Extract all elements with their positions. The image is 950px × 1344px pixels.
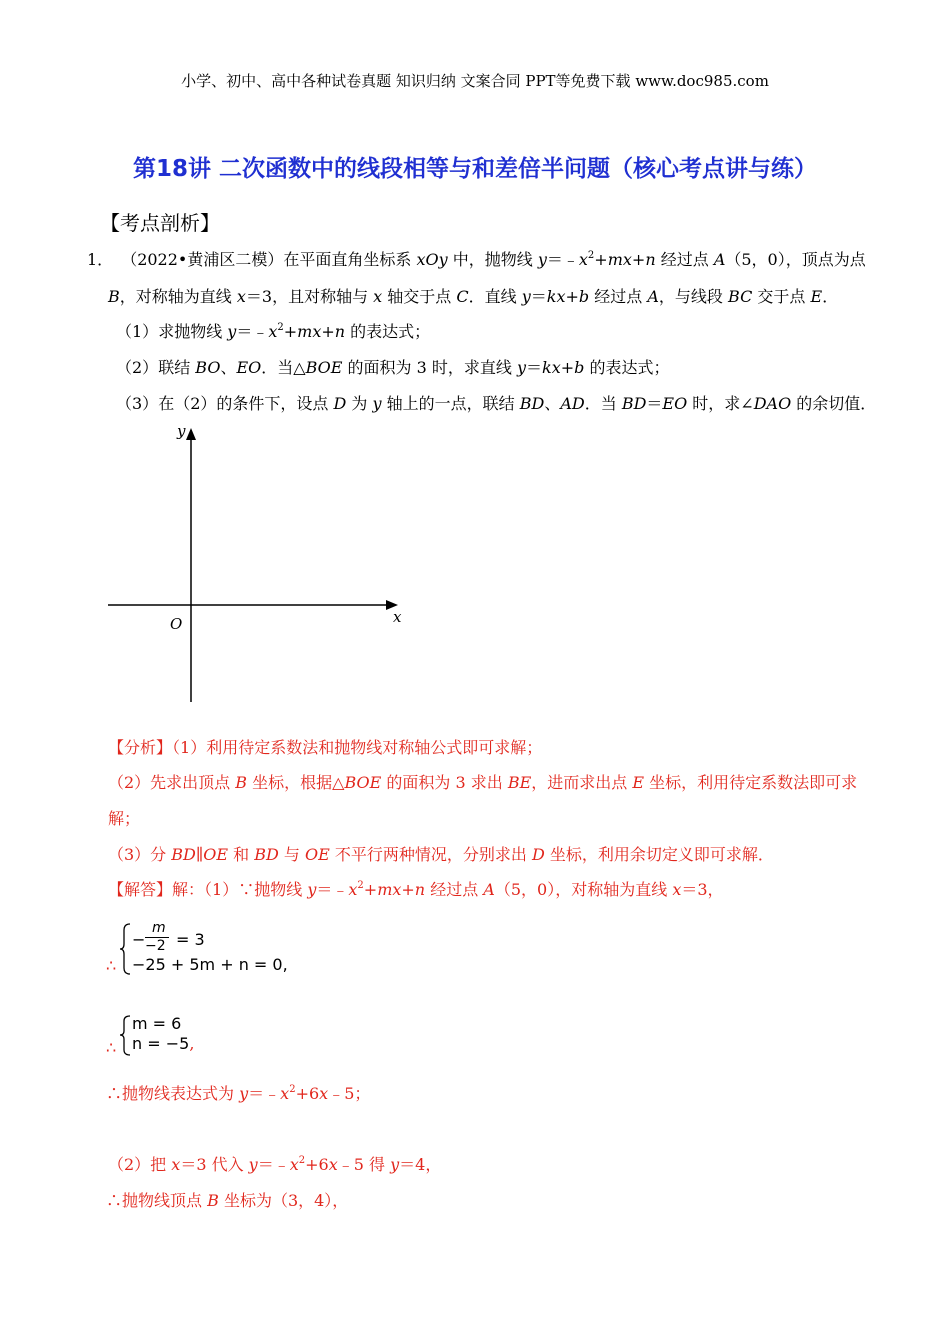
analysis-line-2: （2）先求出顶点 B 坐标，根据△BOE 的面积为 3 求出 BE，进而求出点 E 坐标，利用待定系数法即可求 [108,773,858,792]
question-3: （3）在（2）的条件下，设点 D 为 y 轴上的一点，联结 BD、AD．当 BD＝EO 时，求∠DAO 的余切值． [116,394,877,413]
problem-number: 1． [87,250,114,269]
system-brace-2 [118,1014,132,1058]
y-axis-label: y [177,422,186,440]
solution-line-1: 【解答】解：（1）∵抛物线 $y=﹣x^2+mx+n$ 经过点 A（5，0），对称轴为直线 x＝3， [108,880,724,899]
question-2: （2）联结 BO、EO．当△BOE 的面积为 3 时，求直线 y＝kx+b 的表达式； [116,358,670,377]
solution-line-vertex: ∴抛物线顶点 B 坐标为（3，4）， [106,1191,349,1210]
problem-line-2: B，对称轴为直线 x＝3，且对称轴与 x 轴交于点 C．直线 y＝kx+b 经过点 A，与线段 BC 交于点 E． [108,287,839,306]
problem-line-1: 1． （2022•黄浦区二模）在平面直角坐标系 xOy 中，抛物线 $y=﹣x^2+mx+n$ 经过点 A（5，0），顶点为点 [87,250,866,269]
coordinate-axes-figure [100,418,410,708]
problem-source: （2022•黄浦区二模） [129,250,284,269]
lesson-title: 第18讲 二次函数中的线段相等与和差倍半问题（核心考点讲与练） [132,156,817,182]
page-header: 小学、初中、高中各种试卷真题 知识归纳 文案合同 PPT等免费下载 www.doc985.com [181,72,769,90]
solution-line-part2: （2）把 x＝3 代入 $y=﹣x^2+6x﹣5$ 得 y＝4， [108,1155,442,1174]
system-brace-1 [118,922,132,976]
section-heading: 【考点剖析】 [100,211,220,235]
origin-label: O [170,615,183,633]
system-2-eq-1: m = 6 [132,1014,182,1033]
x-axis-label: x [393,608,402,626]
y-axis-arrow [186,428,196,440]
system-2-eq-2: n = −5, [132,1034,195,1053]
analysis-line-3: 解； [108,809,141,828]
analysis-line-4: （3）分 BD∥OE 和 BD 与 OE 不平行两种情况，分别求出 D 坐标，利用余切定义即可求解． [108,845,774,864]
therefore-symbol-1: ∴ [106,956,117,975]
solution-line-parabola: ∴抛物线表达式为 $y=﹣x^2+6x﹣5$； [106,1084,371,1103]
analysis-tag: 【分析】 [108,738,173,757]
question-1: （1）求抛物线 $y=﹣x^2+mx+n$ 的表达式； [116,322,431,341]
analysis-line-1: 【分析】（1）利用待定系数法和抛物线对称轴公式即可求解； [108,738,543,757]
therefore-symbol-2: ∴ [106,1038,117,1057]
solution-tag: 【解答】 [108,880,173,899]
system-1-eq-2: −25 + 5m + n = 0, [132,955,288,974]
